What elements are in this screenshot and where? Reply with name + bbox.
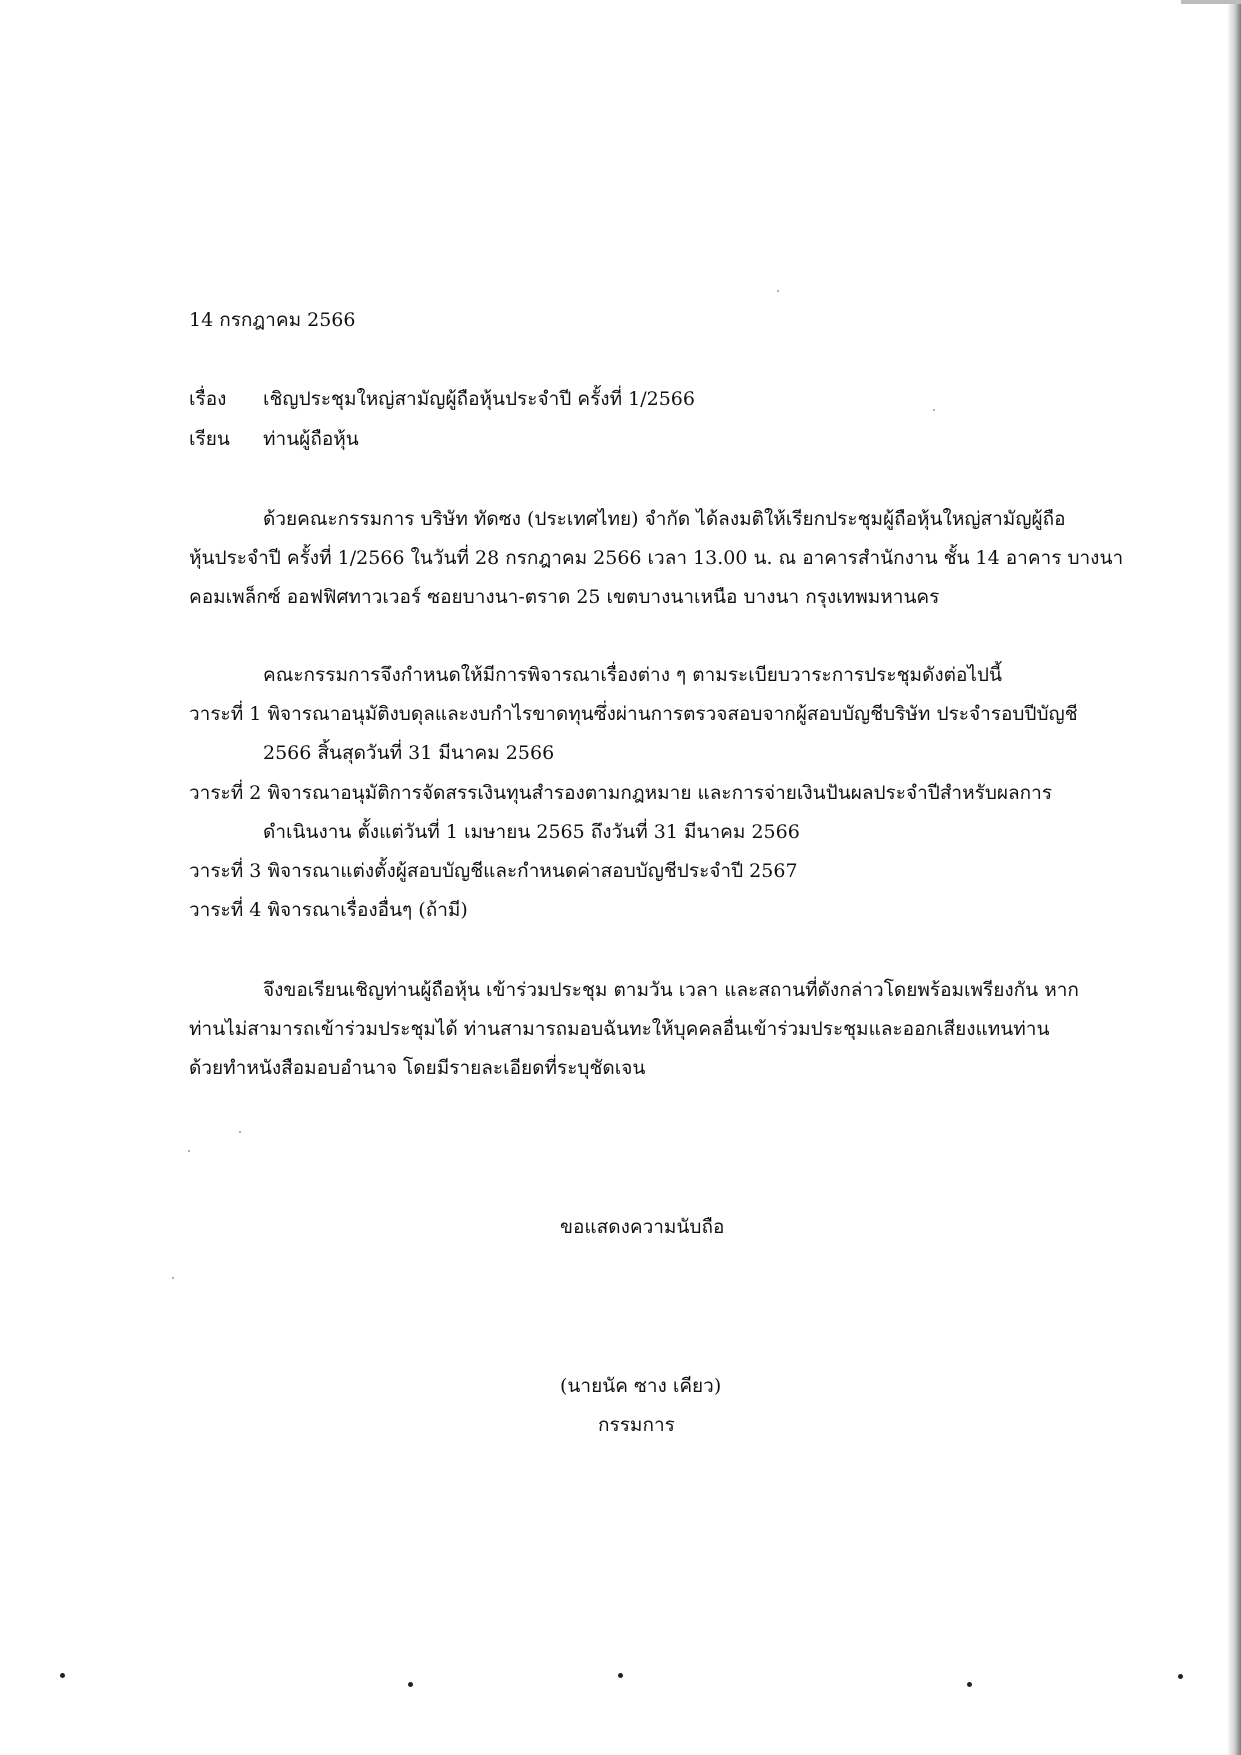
agenda-item-2: วาระที่ 2 พิจารณาอนุมัติการจัดสรรเงินทุนสำรองตามกฎหมาย และการจ่ายเงินปันผลประจำปีสำหรับผลการ <box>189 782 1053 804</box>
scan-edge-mark <box>1181 0 1241 4</box>
closing-line-1: จึงขอเรียนเชิญท่านผู้ถือหุ้น เข้าร่วมประชุม ตามวัน เวลา และสถานที่ดังกล่าวโดยพร้อมเพรียงกัน หาก <box>263 979 1079 1001</box>
scan-speck <box>933 409 935 411</box>
agenda-item-1-cont: 2566 สิ้นสุดวันที่ 31 มีนาคม 2566 <box>263 742 555 764</box>
letter-date: 14 กรกฎาคม 2566 <box>189 309 356 331</box>
intro-line-1: ด้วยคณะกรรมการ บริษัท ทัดซง (ประเทศไทย) จำกัด ได้ลงมติให้เรียกประชุมผู้ถือหุ้นใหญ่สามัญผู้ถือ <box>263 508 1066 530</box>
agenda-item-4: วาระที่ 4 พิจารณาเรื่องอื่นๆ (ถ้ามี) <box>189 899 468 921</box>
binder-hole-mark <box>618 1673 623 1678</box>
binder-hole-mark <box>1178 1674 1183 1679</box>
binder-hole-mark <box>967 1682 972 1687</box>
closing-line-2: ท่านไม่สามารถเข้าร่วมประชุมได้ ท่านสามารถมอบฉันทะให้บุคคลอื่นเข้าร่วมประชุมและออกเสียงแทนท่าน <box>189 1018 1050 1040</box>
regards-text: ขอแสดงความนับถือ <box>560 1216 725 1238</box>
binder-hole-mark <box>408 1682 413 1687</box>
agenda-intro: คณะกรรมการจึงกำหนดให้มีการพิจารณาเรื่องต่าง ๆ ตามระเบียบวาระการประชุมดังต่อไปนี้ <box>263 664 1002 686</box>
to-label: เรียน <box>189 428 230 450</box>
scan-speck <box>172 1277 174 1279</box>
scan-speck <box>239 1131 241 1133</box>
subject-text: เชิญประชุมใหญ่สามัญผู้ถือหุ้นประจำปี ครั้งที่ 1/2566 <box>263 388 695 410</box>
agenda-item-3: วาระที่ 3 พิจารณาแต่งตั้งผู้สอบบัญชีและกำหนดค่าสอบบัญชีประจำปี 2567 <box>189 860 798 882</box>
binder-hole-mark <box>60 1673 65 1678</box>
intro-line-2: หุ้นประจำปี ครั้งที่ 1/2566 ในวันที่ 28 กรกฎาคม 2566 เวลา 13.00 น. ณ อาคารสำนักงาน ชั้น 14 อาคาร บางนา <box>189 547 1124 569</box>
intro-line-3: คอมเพล็กซ์ ออฟฟิศทาวเวอร์ ซอยบางนา-ตราด 25 เขตบางนาเหนือ บางนา กรุงเทพมหานคร <box>189 586 940 608</box>
scan-speck <box>188 1150 190 1152</box>
agenda-item-2-cont: ดำเนินงาน ตั้งแต่วันที่ 1 เมษายน 2565 ถึงวันที่ 31 มีนาคม 2566 <box>263 821 800 843</box>
closing-line-3: ด้วยทำหนังสือมอบอำนาจ โดยมีรายละเอียดที่ระบุชัดเจน <box>189 1057 646 1079</box>
scan-page-edge <box>1227 0 1241 1755</box>
scan-speck <box>777 290 779 292</box>
to-text: ท่านผู้ถือหุ้น <box>263 428 359 450</box>
signer-name: (นายนัค ซาง เคียว) <box>560 1375 722 1397</box>
agenda-item-1: วาระที่ 1 พิจารณาอนุมัติงบดุลและงบกำไรขาดทุนซึ่งผ่านการตรวจสอบจากผู้สอบบัญชีบริษัท ประจำรอบปีบัญชี <box>189 703 1078 725</box>
signer-title: กรรมการ <box>598 1414 675 1436</box>
subject-label: เรื่อง <box>189 388 227 410</box>
